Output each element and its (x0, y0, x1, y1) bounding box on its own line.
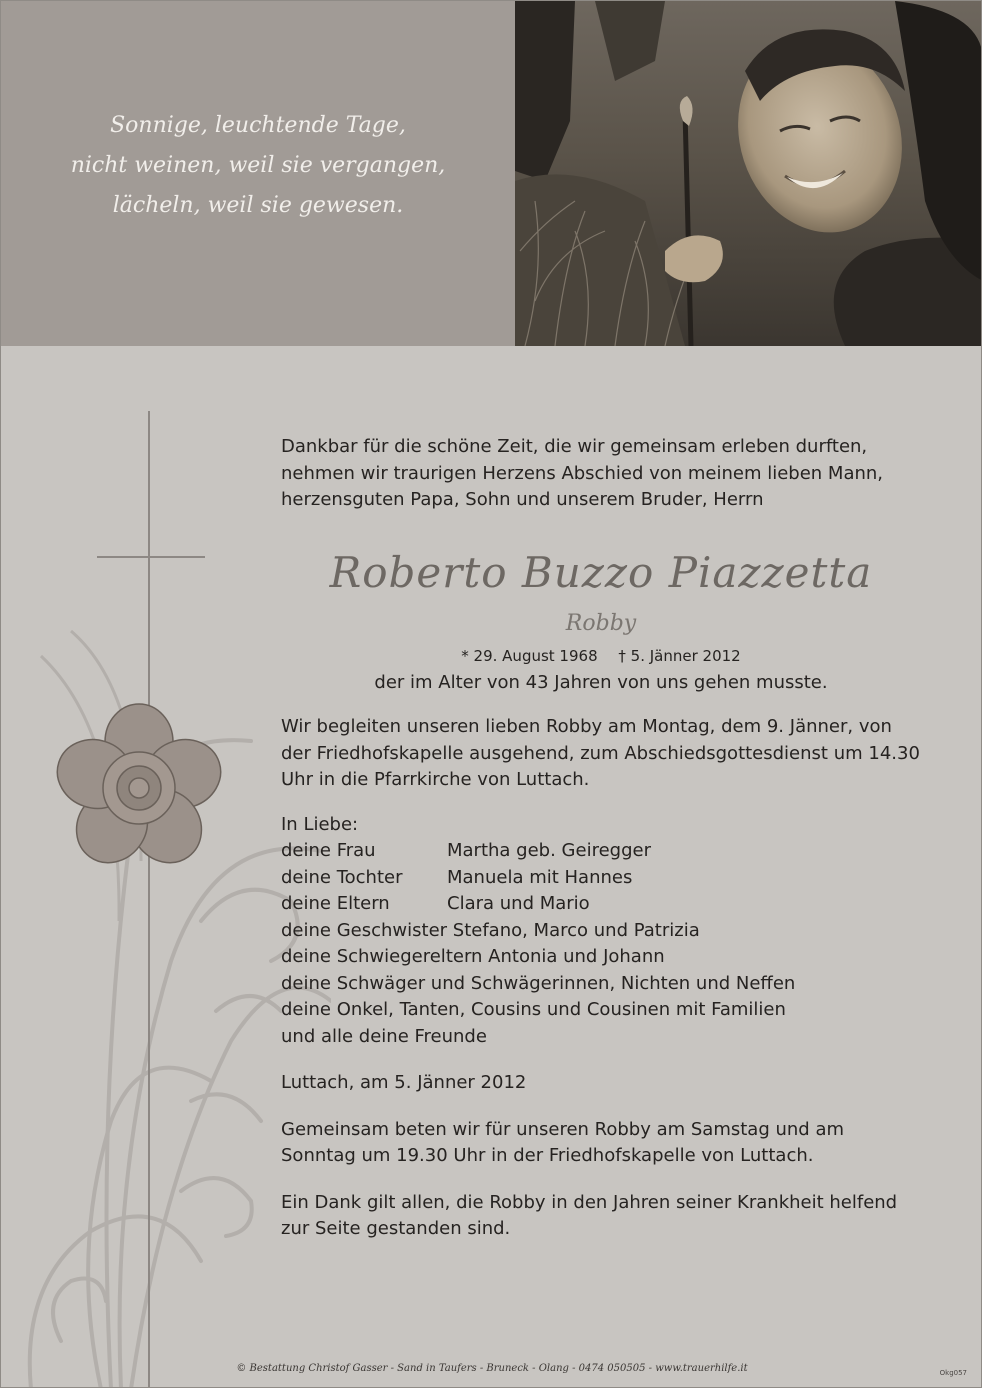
deceased-name: Roberto Buzzo Piazzetta (329, 547, 873, 597)
mourner-role: deine Tochter (281, 866, 403, 888)
mourners-list (281, 812, 921, 1051)
quote-text (1, 106, 515, 226)
quote-line: lächeln, weil sie gewesen. (112, 193, 404, 218)
mourners-heading: In Liebe: (281, 813, 359, 835)
quote-line: nicht weinen, weil sie vergangen, (70, 153, 446, 178)
intro-paragraph: Dankbar für die schöne Zeit, die wir gemeinsam erleben durften, nehmen wir traurigen Herzens Abschied von meinem lieben Mann, herzensguten Papa, Sohn und unserem Bruder, Herrn (281, 436, 884, 510)
mourner-line: deine Schwäger und Schwägerinnen, Nichten und Neffen (281, 972, 796, 994)
footer-credits: © Bestattung Christof Gasser - Sand in Taufers - Bruneck - Olang - 0474 050505 - www.trauerhilfe.it (236, 1363, 748, 1374)
mourner-names: Martha geb. Geiregger (447, 840, 651, 861)
birth-date: * 29. August 1968 (461, 646, 598, 665)
thanks-paragraph: Ein Dank gilt allen, die Robby in den Jahren seiner Krankheit helfend zur Seite gestanden sind. (281, 1191, 898, 1239)
mourner-names: Manuela mit Hannes (447, 866, 633, 888)
mourner-line: deine Geschwister Stefano, Marco und Patrizia (281, 919, 700, 941)
life-dates (281, 646, 921, 666)
place-date: Luttach, am 5. Jänner 2012 (281, 1072, 527, 1093)
nickname: Robby (565, 610, 637, 636)
rosary-paragraph: Gemeinsam beten wir für unseren Robby am Samstag und am Sonntag um 19.30 Uhr in der Friedhofskapelle von Luttach. (281, 1118, 845, 1166)
flower-icon (48, 704, 229, 877)
mourner-role: deine Frau (281, 840, 376, 861)
mourner-line: deine Schwiegereltern Antonia und Johann (281, 946, 665, 967)
portrait-photo (515, 1, 982, 346)
obituary-text (281, 434, 921, 1243)
template-code: Okg057 (939, 1369, 967, 1377)
death-date: † 5. Jänner 2012 (618, 646, 741, 665)
mourner-names: Clara und Mario (447, 893, 590, 914)
mourner-row (281, 838, 921, 865)
funeral-paragraph: Wir begleiten unseren lieben Robby am Montag, dem 9. Jänner, von der Friedhofskapelle ausgehend, zum Abschiedsgottesdienst um 14.30 Uhr in die Pfarrkirche von Luttach. (281, 716, 920, 790)
age-line: der im Alter von 43 Jahren von uns gehen musste. (374, 671, 828, 693)
mourner-role: deine Eltern (281, 893, 390, 914)
mourner-line: deine Onkel, Tanten, Cousins und Cousinen mit Familien (281, 999, 786, 1020)
quote-line: Sonnige, leuchtende Tage, (110, 113, 406, 138)
mourner-row (281, 865, 921, 892)
mourner-row (281, 891, 921, 918)
mourner-line: und alle deine Freunde (281, 1025, 487, 1047)
quote-panel (1, 1, 515, 346)
